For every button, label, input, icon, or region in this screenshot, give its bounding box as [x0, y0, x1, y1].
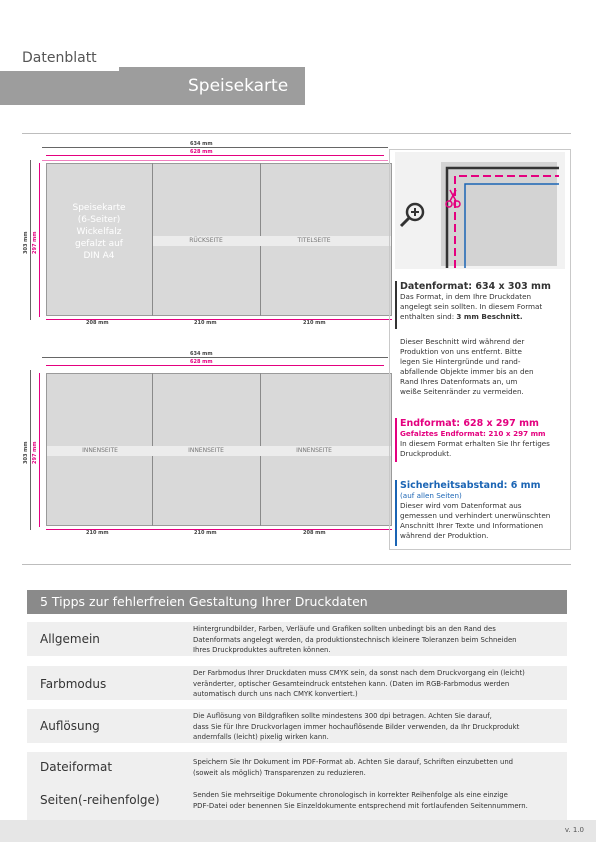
tip-line: Die Auflösung von Bildgrafiken sollte mindestens 300 dpi betragen. Achten Sie darauf, [193, 712, 492, 720]
sicherheit-line: während der Produktion. [400, 531, 489, 540]
panel-width-1: 210 mm [86, 530, 109, 536]
endformat-bar [395, 418, 397, 462]
bleed-top [42, 160, 388, 161]
tip-line: Hintergrundbilder, Farben, Verläufe und Grafiken sollten unbedingt bis an den Rand des [193, 625, 496, 633]
sicherheit-bar [395, 480, 397, 546]
datenformat-bar [395, 281, 397, 329]
beschnitt-line: weiße Seitenränder zu vermeiden. [400, 387, 524, 396]
cover-line: DIN A4 [83, 251, 115, 261]
outer-width-line [42, 147, 388, 148]
outer-height-label: 303 mm [23, 231, 29, 254]
outer-height-line [30, 370, 31, 530]
inner-height-line [39, 163, 40, 317]
panel-width-3: 210 mm [303, 320, 326, 326]
outer-width-label: 634 mm [190, 351, 213, 357]
datenformat-text: enthalten sind: [400, 312, 457, 321]
version-label: v. 1.0 [564, 826, 584, 834]
sicherheit-title: Sicherheitsabstand: 6 mm [400, 480, 541, 491]
tip-label: Dateiformat [40, 760, 113, 774]
beschnitt-section [400, 337, 568, 397]
tip-line: Ihres Druckproduktes auftreten können. [193, 646, 331, 654]
diagram-top [22, 140, 382, 330]
tip-line: Datenformats angelegt werden, da produktionstechnisch kleinere Toleranzen beim Schneiden [193, 635, 517, 644]
beschnitt-line: Produktion von uns entfernt. Bitte [400, 347, 522, 356]
top-divider [22, 133, 571, 134]
datenformat-line: Das Format, in dem Ihre Druckdaten [400, 292, 532, 301]
middle-divider [22, 564, 571, 565]
tip-line: andernfalls (leicht) pixelig wirken kann. [193, 733, 329, 741]
cover-text [46, 202, 152, 262]
sicherheit-sub: (auf allen Seiten) [400, 491, 462, 500]
beschnitt-line: legen Sie Hintergründe und rand- [400, 357, 521, 366]
panel-width-1: 208 mm [86, 320, 109, 326]
tip-label: Seiten(-reihenfolge) [40, 793, 160, 807]
panel-label-rueckseite: RÜCKSEITE [189, 237, 223, 244]
header-tab-label: Datenblatt [22, 50, 97, 66]
datenformat-line: angelegt sein sollten. In diesem Format [400, 302, 543, 311]
datenformat-title: Datenformat: 634 x 303 mm [400, 281, 551, 292]
beschnitt-line: Dieser Beschnitt wird während der [400, 337, 525, 346]
diagram-bottom [22, 350, 382, 540]
sicherheit-section [395, 480, 569, 541]
tip-line: PDF-Datei oder benennen Sie Einzeldokumente entsprechend mit fortlaufenden Seitennummern. [193, 801, 528, 810]
cover-line: (6-Seiter) [77, 215, 121, 225]
inner-height-label: 297 mm [32, 231, 38, 254]
footer-bar [0, 820, 596, 842]
datenformat-section [395, 281, 569, 322]
tip-text [193, 711, 563, 743]
tip-text [193, 668, 563, 700]
endformat-section [395, 418, 569, 459]
inner-width-label: 628 mm [190, 149, 213, 155]
outer-height-label: 303 mm [23, 441, 29, 464]
tips-title: 5 Tipps zur fehlerfreien Gestaltung Ihrer Druckdaten [40, 594, 368, 609]
tip-label: Farbmodus [40, 677, 107, 691]
outer-height-line [30, 160, 31, 320]
corner-detail-graphic [395, 152, 565, 269]
panel-label-titelseite: TITELSEITE [297, 237, 331, 244]
panel-label-innenseite: INNENSEITE [82, 447, 118, 454]
inner-width-line [46, 155, 384, 156]
inner-width-label: 628 mm [190, 359, 213, 365]
beschnitt-line: Rand Ihres Datenformats an, um [400, 377, 518, 386]
outer-width-line [42, 357, 388, 358]
cover-line: Wickelfalz [76, 227, 122, 237]
panel-label-innenseite: INNENSEITE [296, 447, 332, 454]
tip-line: dass Sie für Ihre Druckvorlagen immer hochauflösende Bilder verwenden, da Ihr Druckprodukt [193, 722, 520, 731]
panel-width-2: 210 mm [194, 320, 217, 326]
endformat-line: Druckprodukt. [400, 449, 452, 458]
panel-width-2: 210 mm [194, 530, 217, 536]
panel-label-innenseite: INNENSEITE [188, 447, 224, 454]
inner-width-line [46, 365, 384, 366]
sicherheit-line: Dieser wird vom Datenformat aus [400, 501, 522, 510]
sicherheit-line: gemessen und verhindert unerwünschten [400, 511, 551, 520]
zoom-icon [401, 204, 423, 226]
endformat-title: Endformat: 628 x 297 mm [400, 418, 539, 429]
tip-text [193, 790, 563, 811]
tip-text [193, 624, 563, 656]
page-title: Speisekarte [188, 76, 289, 96]
endformat-line: In diesem Format erhalten Sie Ihr fertiges [400, 439, 550, 448]
cover-line: Speisekarte [72, 203, 126, 213]
corner-illustration [395, 152, 565, 269]
inner-height-line [39, 373, 40, 527]
tip-line: automatisch durch uns nach CMYK konvertiert.) [193, 690, 358, 698]
inner-height-label: 297 mm [32, 441, 38, 464]
panel-width-3: 208 mm [303, 530, 326, 536]
tip-line: Senden Sie mehrseitige Dokumente chronologisch in korrekter Reihenfolge als eine einzige [193, 791, 508, 799]
tip-line: veränderter, optischer Gesamteindruck entstehen kann. (Daten im RGB-Farbmodus werden [193, 679, 510, 688]
cover-line: gefalzt auf [75, 239, 123, 249]
tip-line: Der Farbmodus Ihrer Druckdaten muss CMYK sein, da sonst nach dem Druckvorgang ein (leicht) [193, 669, 525, 677]
beschnitt-line: abfallende Objekte immer bis an den [400, 367, 534, 376]
tip-line: Speichern Sie Ihr Dokument im PDF-Format ab. Achten Sie darauf, Schriften einzubetten und [193, 758, 514, 766]
endformat-sub: Gefalztes Endformat: 210 x 297 mm [400, 429, 546, 438]
tip-label: Allgemein [40, 632, 100, 646]
tip-line: (soweit als möglich) Transparenzen zu reduzieren. [193, 768, 366, 777]
datenformat-line [400, 312, 569, 322]
sicherheit-line: Anschnitt Ihrer Texte und Informationen [400, 521, 544, 530]
tip-label: Auflösung [40, 719, 100, 733]
outer-width-label: 634 mm [190, 141, 213, 147]
tip-text [193, 757, 563, 778]
datenformat-bold: 3 mm Beschnitt. [456, 312, 523, 321]
